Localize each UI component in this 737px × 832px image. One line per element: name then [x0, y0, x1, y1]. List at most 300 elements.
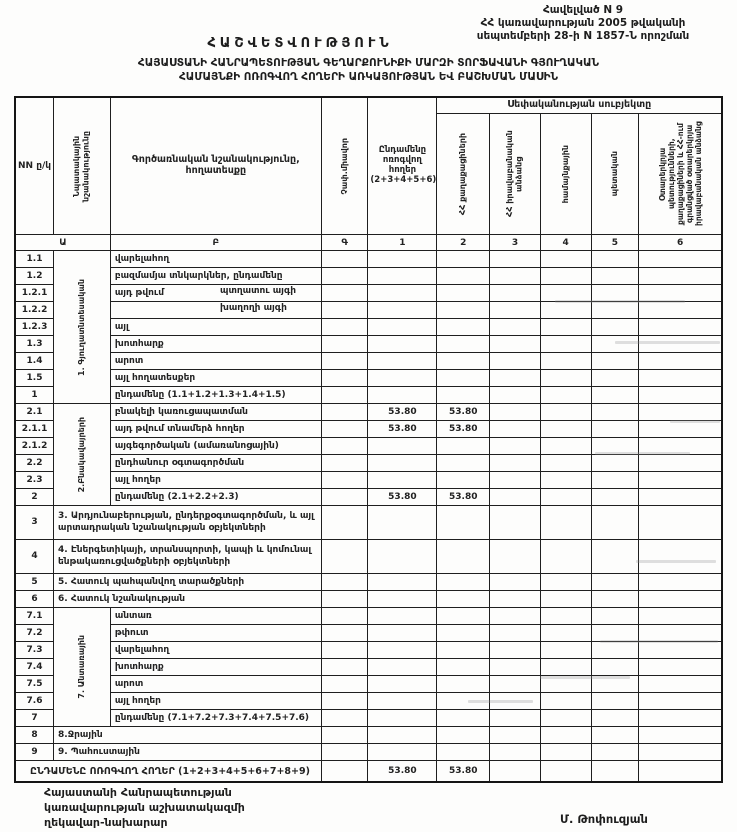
value-cell-c4	[540, 319, 591, 336]
value-cell-total	[368, 387, 437, 404]
col-foreign-header-text: Օտարերկրյա պետությունների, քաղաքացիների և ՀՀ-ում գրանցված օտարերկրյա իրավաբանական անձանց	[657, 121, 703, 227]
column-letter: 3	[490, 235, 541, 251]
value-cell-c5	[591, 404, 639, 421]
value-cell-c3	[490, 404, 541, 421]
row-label: ընդամենը (7.1+7.2+7.3+7.4+7.5+7.6)	[110, 710, 321, 727]
column-letter: 5	[591, 235, 639, 251]
value-cell-c4	[540, 506, 591, 540]
section-label-text: 1. Գյուղատնտեսական	[77, 278, 87, 376]
value-cell-c2	[437, 540, 490, 574]
value-cell-c6	[639, 676, 722, 693]
value-cell-c2	[437, 608, 490, 625]
value-cell-total	[368, 438, 437, 455]
value-cell-c3	[490, 421, 541, 438]
table-body	[15, 251, 722, 783]
value-cell-c2	[437, 455, 490, 472]
col-purpose-header-text: Նպատակային նշանակությունը	[72, 130, 91, 202]
row-number: 1.3	[15, 336, 54, 353]
value-cell-c3	[490, 285, 541, 302]
value-cell-c6	[639, 574, 722, 591]
value-cell-total	[368, 506, 437, 540]
row-label: 8.Ջրային	[54, 727, 322, 744]
value-cell-c5	[591, 251, 639, 268]
col-foreign-header	[639, 114, 722, 235]
value-cell-c4	[540, 251, 591, 268]
value-cell-total	[368, 353, 437, 370]
value-cell-total	[368, 540, 437, 574]
value-cell-c4	[540, 489, 591, 506]
value-cell-c4	[540, 285, 591, 302]
value-cell-c4	[540, 540, 591, 574]
value-cell-c3	[490, 370, 541, 387]
value-cell-total	[368, 659, 437, 676]
value-cell-c6	[639, 268, 722, 285]
value-cell-total: 53.80	[368, 421, 437, 438]
section-label-text: 7. Անտառային	[77, 635, 87, 699]
grand-total-label: ԸՆԴԱՄԵՆԸ ՈՌՈԳՎՈՂ ՀՈՂԵՐ (1+2+3+4+5+6+7+8+9)	[15, 761, 321, 783]
annex-line-2: ՀՀ կառավարության 2005 թվականի	[480, 17, 686, 30]
value-cell-unit	[321, 353, 368, 370]
value-cell-c6	[639, 336, 722, 353]
column-letter: Ա	[15, 235, 110, 251]
value-cell-unit	[321, 421, 368, 438]
value-cell-c5	[591, 540, 639, 574]
value-cell-c3	[490, 387, 541, 404]
value-cell-total	[368, 744, 437, 761]
value-cell-c5	[591, 302, 639, 319]
row-label: 5. Հատուկ պահպանվող տարածքների	[54, 574, 322, 591]
value-cell-total	[368, 574, 437, 591]
value-cell-unit	[321, 285, 368, 302]
report-subtitle-line-2: ՀԱՄԱՅՆՔԻ ՈՌՈԳՎՈՂ ՀՈՂԵՐԻ ԱՌԿԱՅՈՒԹՅԱՆ ԵՎ ԲԱՇԽՄԱՆ ՄԱՍԻՆ	[178, 71, 559, 84]
value-cell-unit	[321, 710, 368, 727]
value-cell-c2	[437, 472, 490, 489]
row-number: 2	[15, 489, 54, 506]
row-number: 8	[15, 727, 54, 744]
value-cell-total	[368, 268, 437, 285]
value-cell-c3	[490, 489, 541, 506]
value-cell-c2	[437, 710, 490, 727]
value-cell-c4	[540, 302, 591, 319]
row-label: արոտ	[110, 353, 321, 370]
value-cell-c3	[490, 251, 541, 268]
value-cell-c4	[540, 761, 591, 783]
row-number: 7.4	[15, 659, 54, 676]
value-cell-c6	[639, 710, 722, 727]
value-cell-c2	[437, 438, 490, 455]
table-row	[15, 659, 722, 676]
row-label: 4. Էներգետիկայի, տրանսպորտի, կապի և կոմունալ ենթակառուցվածքների օբյեկտների	[54, 540, 322, 574]
letters-row	[15, 235, 722, 251]
table-row	[15, 336, 722, 353]
value-cell-c5	[591, 285, 639, 302]
row-label: այգեգործական (ամառանոցային)	[110, 438, 321, 455]
value-cell-c6	[639, 744, 722, 761]
col-nn-header: NN ը/կ	[15, 97, 54, 235]
row-label	[110, 302, 321, 319]
value-cell-unit	[321, 251, 368, 268]
value-cell-c6	[639, 625, 722, 642]
value-cell-c4	[540, 625, 591, 642]
col-unit-header	[321, 97, 368, 235]
value-cell-c5	[591, 472, 639, 489]
row-label: ընդհանուր օգտագործման	[110, 455, 321, 472]
value-cell-c4	[540, 693, 591, 710]
row-label: անտառ	[110, 608, 321, 625]
value-cell-c5	[591, 489, 639, 506]
table-row	[15, 421, 722, 438]
row-number: 3	[15, 506, 54, 540]
value-cell-c3	[490, 608, 541, 625]
footer-line-3: ղեկավար-նախարար	[44, 815, 168, 829]
table-row	[15, 455, 722, 472]
value-cell-c3	[490, 506, 541, 540]
row-number: 2.3	[15, 472, 54, 489]
value-cell-c4	[540, 387, 591, 404]
table-row	[15, 268, 722, 285]
value-cell-unit	[321, 659, 368, 676]
column-letter: Գ	[321, 235, 368, 251]
value-cell-total	[368, 727, 437, 744]
value-cell-c5	[591, 455, 639, 472]
value-cell-c2: 53.80	[437, 421, 490, 438]
section-label	[54, 608, 111, 727]
row-label: բազմամյա տնկարկներ, ընդամենը	[110, 268, 321, 285]
value-cell-c5	[591, 336, 639, 353]
row-number: 1.2.2	[15, 302, 54, 319]
value-cell-total	[368, 319, 437, 336]
row-label: վարելահող	[110, 251, 321, 268]
value-cell-c2	[437, 251, 490, 268]
value-cell-c5	[591, 387, 639, 404]
value-cell-total	[368, 472, 437, 489]
table-row	[15, 591, 722, 608]
value-cell-c3	[490, 540, 541, 574]
table-header	[15, 97, 722, 251]
row-number: 1.1	[15, 251, 54, 268]
value-cell-c2	[437, 574, 490, 591]
value-cell-c2	[437, 744, 490, 761]
value-cell-unit	[321, 336, 368, 353]
row-number: 1.2	[15, 268, 54, 285]
row-number: 7.6	[15, 693, 54, 710]
value-cell-c6	[639, 319, 722, 336]
value-cell-c6	[639, 370, 722, 387]
col-community-header-text: համայնքային	[560, 144, 570, 204]
report-subtitle	[0, 56, 737, 84]
row-number: 7.1	[15, 608, 54, 625]
col-citizens-header-text: ՀՀ քաղաքացիների	[458, 132, 468, 216]
value-cell-c4	[540, 455, 591, 472]
value-cell-c6	[639, 693, 722, 710]
scan-artifact	[595, 452, 690, 455]
column-letter: 6	[639, 235, 722, 251]
scan-artifact	[600, 640, 718, 643]
col-state-header-text: պետական	[610, 151, 620, 197]
value-cell-unit	[321, 387, 368, 404]
value-cell-c2	[437, 370, 490, 387]
row-label: վարելահող	[110, 642, 321, 659]
table-row	[15, 608, 722, 625]
row-number: 5	[15, 574, 54, 591]
value-cell-total	[368, 251, 437, 268]
value-cell-c3	[490, 744, 541, 761]
value-cell-unit	[321, 693, 368, 710]
report-subtitle-line-1: ՀԱՅԱՍՏԱՆԻ ՀԱՆՐԱՊԵՏՈՒԹՅԱՆ ԳԵՂԱՐՔՈՒՆԻՔԻ ՄԱՐԶԻ ՏՈՐՖԱՎԱՆԻ ԳՅՈՒՂԱԿԱՆ	[137, 57, 600, 69]
value-cell-c5	[591, 319, 639, 336]
value-cell-c5	[591, 693, 639, 710]
table-row	[15, 693, 722, 710]
row-label: թփուտ	[110, 625, 321, 642]
section-label	[54, 404, 111, 506]
value-cell-c3	[490, 455, 541, 472]
row-label: այլ	[110, 319, 321, 336]
value-cell-c2	[437, 336, 490, 353]
value-cell-unit	[321, 727, 368, 744]
value-cell-c4	[540, 404, 591, 421]
value-cell-c3	[490, 710, 541, 727]
scan-artifact	[636, 560, 716, 563]
value-cell-c2	[437, 319, 490, 336]
land-report-table	[14, 96, 723, 783]
value-cell-c2	[437, 506, 490, 540]
row-number: 2.1.1	[15, 421, 54, 438]
value-cell-c3	[490, 472, 541, 489]
value-cell-unit	[321, 268, 368, 285]
ownership-band-header: Սեփականության սուբյեկտը	[437, 97, 722, 114]
value-cell-c2	[437, 625, 490, 642]
value-cell-c5	[591, 268, 639, 285]
value-cell-unit	[321, 455, 368, 472]
value-cell-c5	[591, 625, 639, 642]
value-cell-c6	[639, 489, 722, 506]
value-cell-c6	[639, 472, 722, 489]
value-cell-unit	[321, 438, 368, 455]
value-cell-c6	[639, 727, 722, 744]
value-cell-c3	[490, 319, 541, 336]
value-cell-c2	[437, 387, 490, 404]
scan-artifact	[468, 700, 533, 703]
value-cell-c2	[437, 727, 490, 744]
table-row	[15, 540, 722, 574]
value-cell-c3	[490, 574, 541, 591]
table-row	[15, 625, 722, 642]
header-row-top	[15, 97, 722, 114]
row-number: 2.1	[15, 404, 54, 421]
col-functional-header: Գործառնական նշանակությունը, հողատեսքը	[110, 97, 321, 235]
value-cell-c5	[591, 353, 639, 370]
value-cell-c3	[490, 353, 541, 370]
value-cell-c6	[639, 455, 722, 472]
col-legal-entities-header	[490, 114, 541, 235]
value-cell-total	[368, 302, 437, 319]
row-label: այդ թվում տնամերձ հողեր	[110, 421, 321, 438]
value-cell-c4	[540, 268, 591, 285]
section-label	[54, 251, 111, 404]
table-row	[15, 489, 722, 506]
col-total-header: Ընդամենը ոռոգվող հողեր (2+3+4+5+6)	[368, 97, 437, 235]
scan-artifact	[540, 676, 630, 679]
row-number: 1.2.1	[15, 285, 54, 302]
row-number: 7.2	[15, 625, 54, 642]
signature-name: Մ. Թոփուզյան	[560, 812, 648, 826]
value-cell-total	[368, 285, 437, 302]
value-cell-c2	[437, 353, 490, 370]
col-state-header	[591, 114, 639, 235]
row-label-part2: պտղատու այգի	[220, 286, 297, 296]
value-cell-c3	[490, 659, 541, 676]
row-number: 7	[15, 710, 54, 727]
value-cell-c6	[639, 540, 722, 574]
value-cell-c4	[540, 574, 591, 591]
value-cell-unit	[321, 574, 368, 591]
value-cell-unit	[321, 744, 368, 761]
value-cell-c2	[437, 268, 490, 285]
row-label: այլ հողեր	[110, 472, 321, 489]
col-unit-header-text: Չափ.միավոր	[339, 137, 349, 195]
value-cell-c6	[639, 642, 722, 659]
row-number: 1.2.3	[15, 319, 54, 336]
value-cell-c5	[591, 574, 639, 591]
value-cell-c5	[591, 744, 639, 761]
footer-line-2: կառավարության աշխատակազմի	[44, 800, 245, 814]
value-cell-unit	[321, 404, 368, 421]
row-label: 3. Արդյունաբերության, ընդերքօգտագործման, և այլ արտադրական նշանակության օբյեկտների	[54, 506, 322, 540]
column-letter: 4	[540, 235, 591, 251]
table-row	[15, 744, 722, 761]
table-row	[15, 285, 722, 302]
column-letter: Բ	[110, 235, 321, 251]
table-row	[15, 251, 722, 268]
row-label: 9. Պահուստային	[54, 744, 322, 761]
col-purpose-header	[54, 97, 111, 235]
table-row	[15, 472, 722, 489]
value-cell-total	[368, 693, 437, 710]
value-cell-c2	[437, 302, 490, 319]
value-cell-unit	[321, 540, 368, 574]
value-cell-c4	[540, 591, 591, 608]
row-number: 2.2	[15, 455, 54, 472]
value-cell-c3	[490, 591, 541, 608]
table-row	[15, 302, 722, 319]
value-cell-total: 53.80	[368, 489, 437, 506]
row-label-part1: այդ թվում	[114, 288, 165, 298]
value-cell-c4	[540, 438, 591, 455]
value-cell-c2: 53.80	[437, 489, 490, 506]
footer-signatory	[44, 786, 245, 831]
value-cell-c3	[490, 336, 541, 353]
row-number: 7.3	[15, 642, 54, 659]
value-cell-c5	[591, 506, 639, 540]
value-cell-c5	[591, 710, 639, 727]
value-cell-total	[368, 608, 437, 625]
table-row	[15, 710, 722, 727]
value-cell-c6	[639, 387, 722, 404]
value-cell-c5	[591, 421, 639, 438]
value-cell-c4	[540, 642, 591, 659]
value-cell-c6	[639, 659, 722, 676]
value-cell-c2	[437, 659, 490, 676]
value-cell-c2	[437, 676, 490, 693]
value-cell-c4	[540, 744, 591, 761]
value-cell-c5	[591, 727, 639, 744]
row-label: ընդամենը (1.1+1.2+1.3+1.4+1.5)	[110, 387, 321, 404]
value-cell-c5	[591, 642, 639, 659]
value-cell-unit	[321, 506, 368, 540]
table-row	[15, 353, 722, 370]
value-cell-c3	[490, 676, 541, 693]
col-community-header	[540, 114, 591, 235]
value-cell-unit	[321, 370, 368, 387]
row-number: 2.1.2	[15, 438, 54, 455]
value-cell-total: 53.80	[368, 761, 437, 783]
value-cell-c4	[540, 421, 591, 438]
value-cell-c3	[490, 438, 541, 455]
row-number: 6	[15, 591, 54, 608]
value-cell-c6	[639, 761, 722, 783]
row-label: խոտհարք	[110, 336, 321, 353]
row-label: խոտհարք	[110, 659, 321, 676]
value-cell-c3	[490, 302, 541, 319]
value-cell-c2: 53.80	[437, 404, 490, 421]
row-number: 4	[15, 540, 54, 574]
value-cell-unit	[321, 591, 368, 608]
value-cell-unit	[321, 761, 368, 783]
row-label	[110, 285, 321, 302]
row-number: 7.5	[15, 676, 54, 693]
row-label: արոտ	[110, 676, 321, 693]
value-cell-unit	[321, 302, 368, 319]
table-row	[15, 404, 722, 421]
annex-line-3: սեպտեմբերի 28-ի N 1857-Ն որոշման	[476, 30, 690, 43]
value-cell-c4	[540, 608, 591, 625]
value-cell-unit	[321, 319, 368, 336]
value-cell-c6	[639, 591, 722, 608]
value-cell-c6	[639, 608, 722, 625]
value-cell-c2	[437, 591, 490, 608]
scan-artifact	[555, 300, 685, 303]
row-number: 1.4	[15, 353, 54, 370]
value-cell-c2: 53.80	[437, 761, 490, 783]
value-cell-c6	[639, 302, 722, 319]
value-cell-c4	[540, 472, 591, 489]
report-title: ՀԱՇՎԵՏՎՈՒԹՅՈՒՆ	[207, 36, 393, 51]
value-cell-unit	[321, 676, 368, 693]
table-row	[15, 387, 722, 404]
table-row	[15, 727, 722, 744]
value-cell-c3	[490, 727, 541, 744]
value-cell-c6	[639, 251, 722, 268]
table-row	[15, 506, 722, 540]
value-cell-total	[368, 336, 437, 353]
value-cell-c3	[490, 268, 541, 285]
value-cell-c3	[490, 642, 541, 659]
scan-artifact	[670, 420, 720, 423]
value-cell-c6	[639, 353, 722, 370]
table-row	[15, 574, 722, 591]
column-letter: 1	[368, 235, 437, 251]
value-cell-total	[368, 455, 437, 472]
value-cell-c5	[591, 761, 639, 783]
annex-line-1: Հավելված N 9	[542, 4, 624, 16]
table-row	[15, 370, 722, 387]
value-cell-unit	[321, 608, 368, 625]
row-label: ընդամենը (2.1+2.2+2.3)	[110, 489, 321, 506]
row-label: բնակելի կառուցապատման	[110, 404, 321, 421]
value-cell-c6	[639, 404, 722, 421]
row-label-part2: խաղողի այգի	[220, 303, 287, 313]
value-cell-c2	[437, 642, 490, 659]
